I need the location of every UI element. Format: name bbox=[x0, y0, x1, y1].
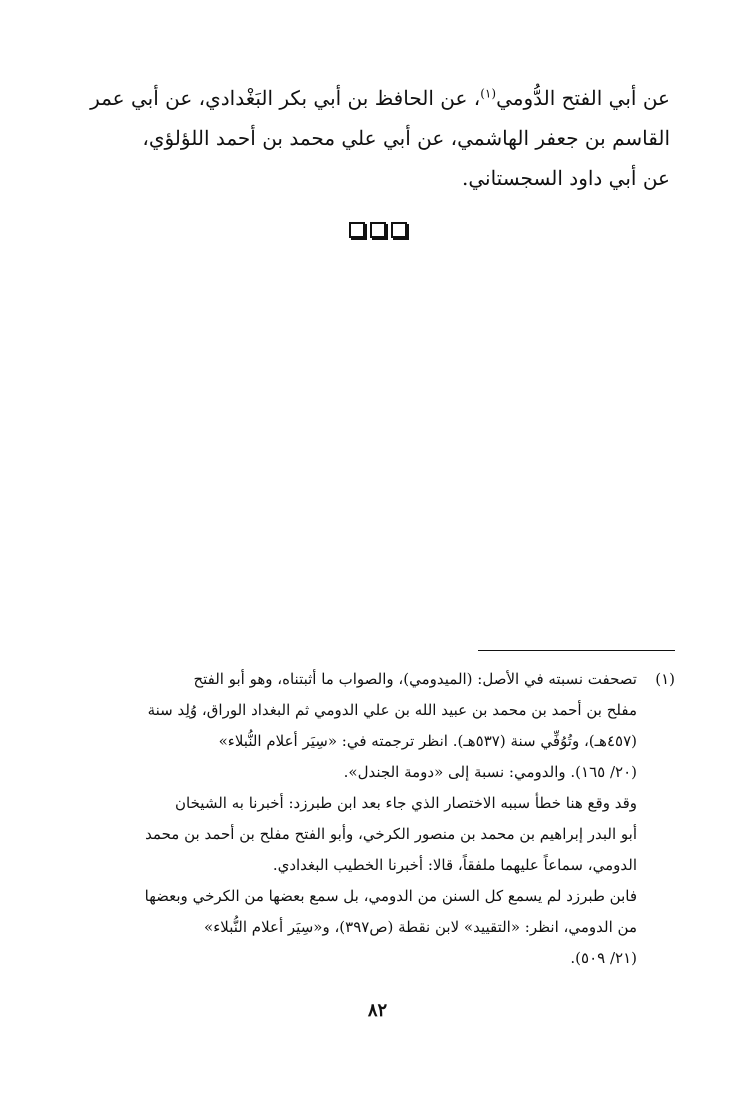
footnote-reference[interactable]: (١) bbox=[480, 86, 497, 101]
main-text-line: عن أبي داود السجستاني. bbox=[461, 166, 670, 190]
footnote-line: (٤٥٧هـ)، وتُوُفِّي سنة (٥٣٧هـ). انظر ترجمته في: «سِيَر أعلام النُّبلاء» bbox=[218, 732, 637, 750]
main-text-segment: عن أبي الفتح الدُّومي bbox=[496, 86, 670, 110]
page-number: ٨٢ bbox=[367, 1000, 388, 1021]
footnote-line: مفلح بن أحمد بن محمد بن عبيد الله بن علي الدومي ثم البغداد الوراق، وُلِد سنة bbox=[147, 701, 637, 719]
footnote-line: فابن طبرزد لم يسمع كل السنن من الدومي، بل سمع بعضها من الكرخي وبعضها bbox=[144, 887, 637, 905]
main-text-segment: ، عن الحافظ بن أبي بكر البَغْدادي، عن أبي عمر bbox=[90, 86, 481, 110]
footnote-line: وقد وقع هنا خطأ سببه الاختصار الذي جاء بعد ابن طبرزد: أخبرنا به الشيخان bbox=[175, 794, 637, 812]
footnote-line: (٢٠/ ١٦٥). والدومي: نسبة إلى «دومة الجندل». bbox=[343, 763, 637, 781]
main-text-block bbox=[80, 78, 670, 198]
footnote-line: من الدومي، انظر: «التقييد» لابن نقطة (ص٣٩٧)، و«سِيَر أعلام النُّبلاء» bbox=[204, 918, 637, 936]
footnote-text: تصحفت نسبته في الأصل: (الميدومي)، والصواب ما أثبتناه، وهو أبو الفتح bbox=[193, 670, 637, 688]
footnote-line bbox=[75, 664, 675, 695]
square-ornament-icon bbox=[370, 222, 386, 238]
section-end-ornament bbox=[340, 222, 415, 242]
main-text-line: القاسم بن جعفر الهاشمي، عن أبي علي محمد بن أحمد اللؤلؤي، bbox=[142, 126, 670, 150]
square-ornament-icon bbox=[349, 222, 365, 238]
footnote-line: (٢١/ ٥٠٩). bbox=[570, 949, 637, 967]
square-ornament-icon bbox=[391, 222, 407, 238]
main-text-line bbox=[80, 78, 670, 118]
footnote-line: أبو البدر إبراهيم بن محمد بن منصور الكرخي، وأبو الفتح مفلح بن أحمد بن محمد bbox=[145, 825, 637, 843]
footnotes-block bbox=[75, 664, 675, 974]
footnote-separator bbox=[478, 650, 675, 651]
footnote-line: الدومي، سماعاً عليهما ملفقاً، قالا: أخبرنا الخطيب البغدادي. bbox=[272, 856, 637, 874]
footnote-number: (١) bbox=[655, 670, 675, 688]
